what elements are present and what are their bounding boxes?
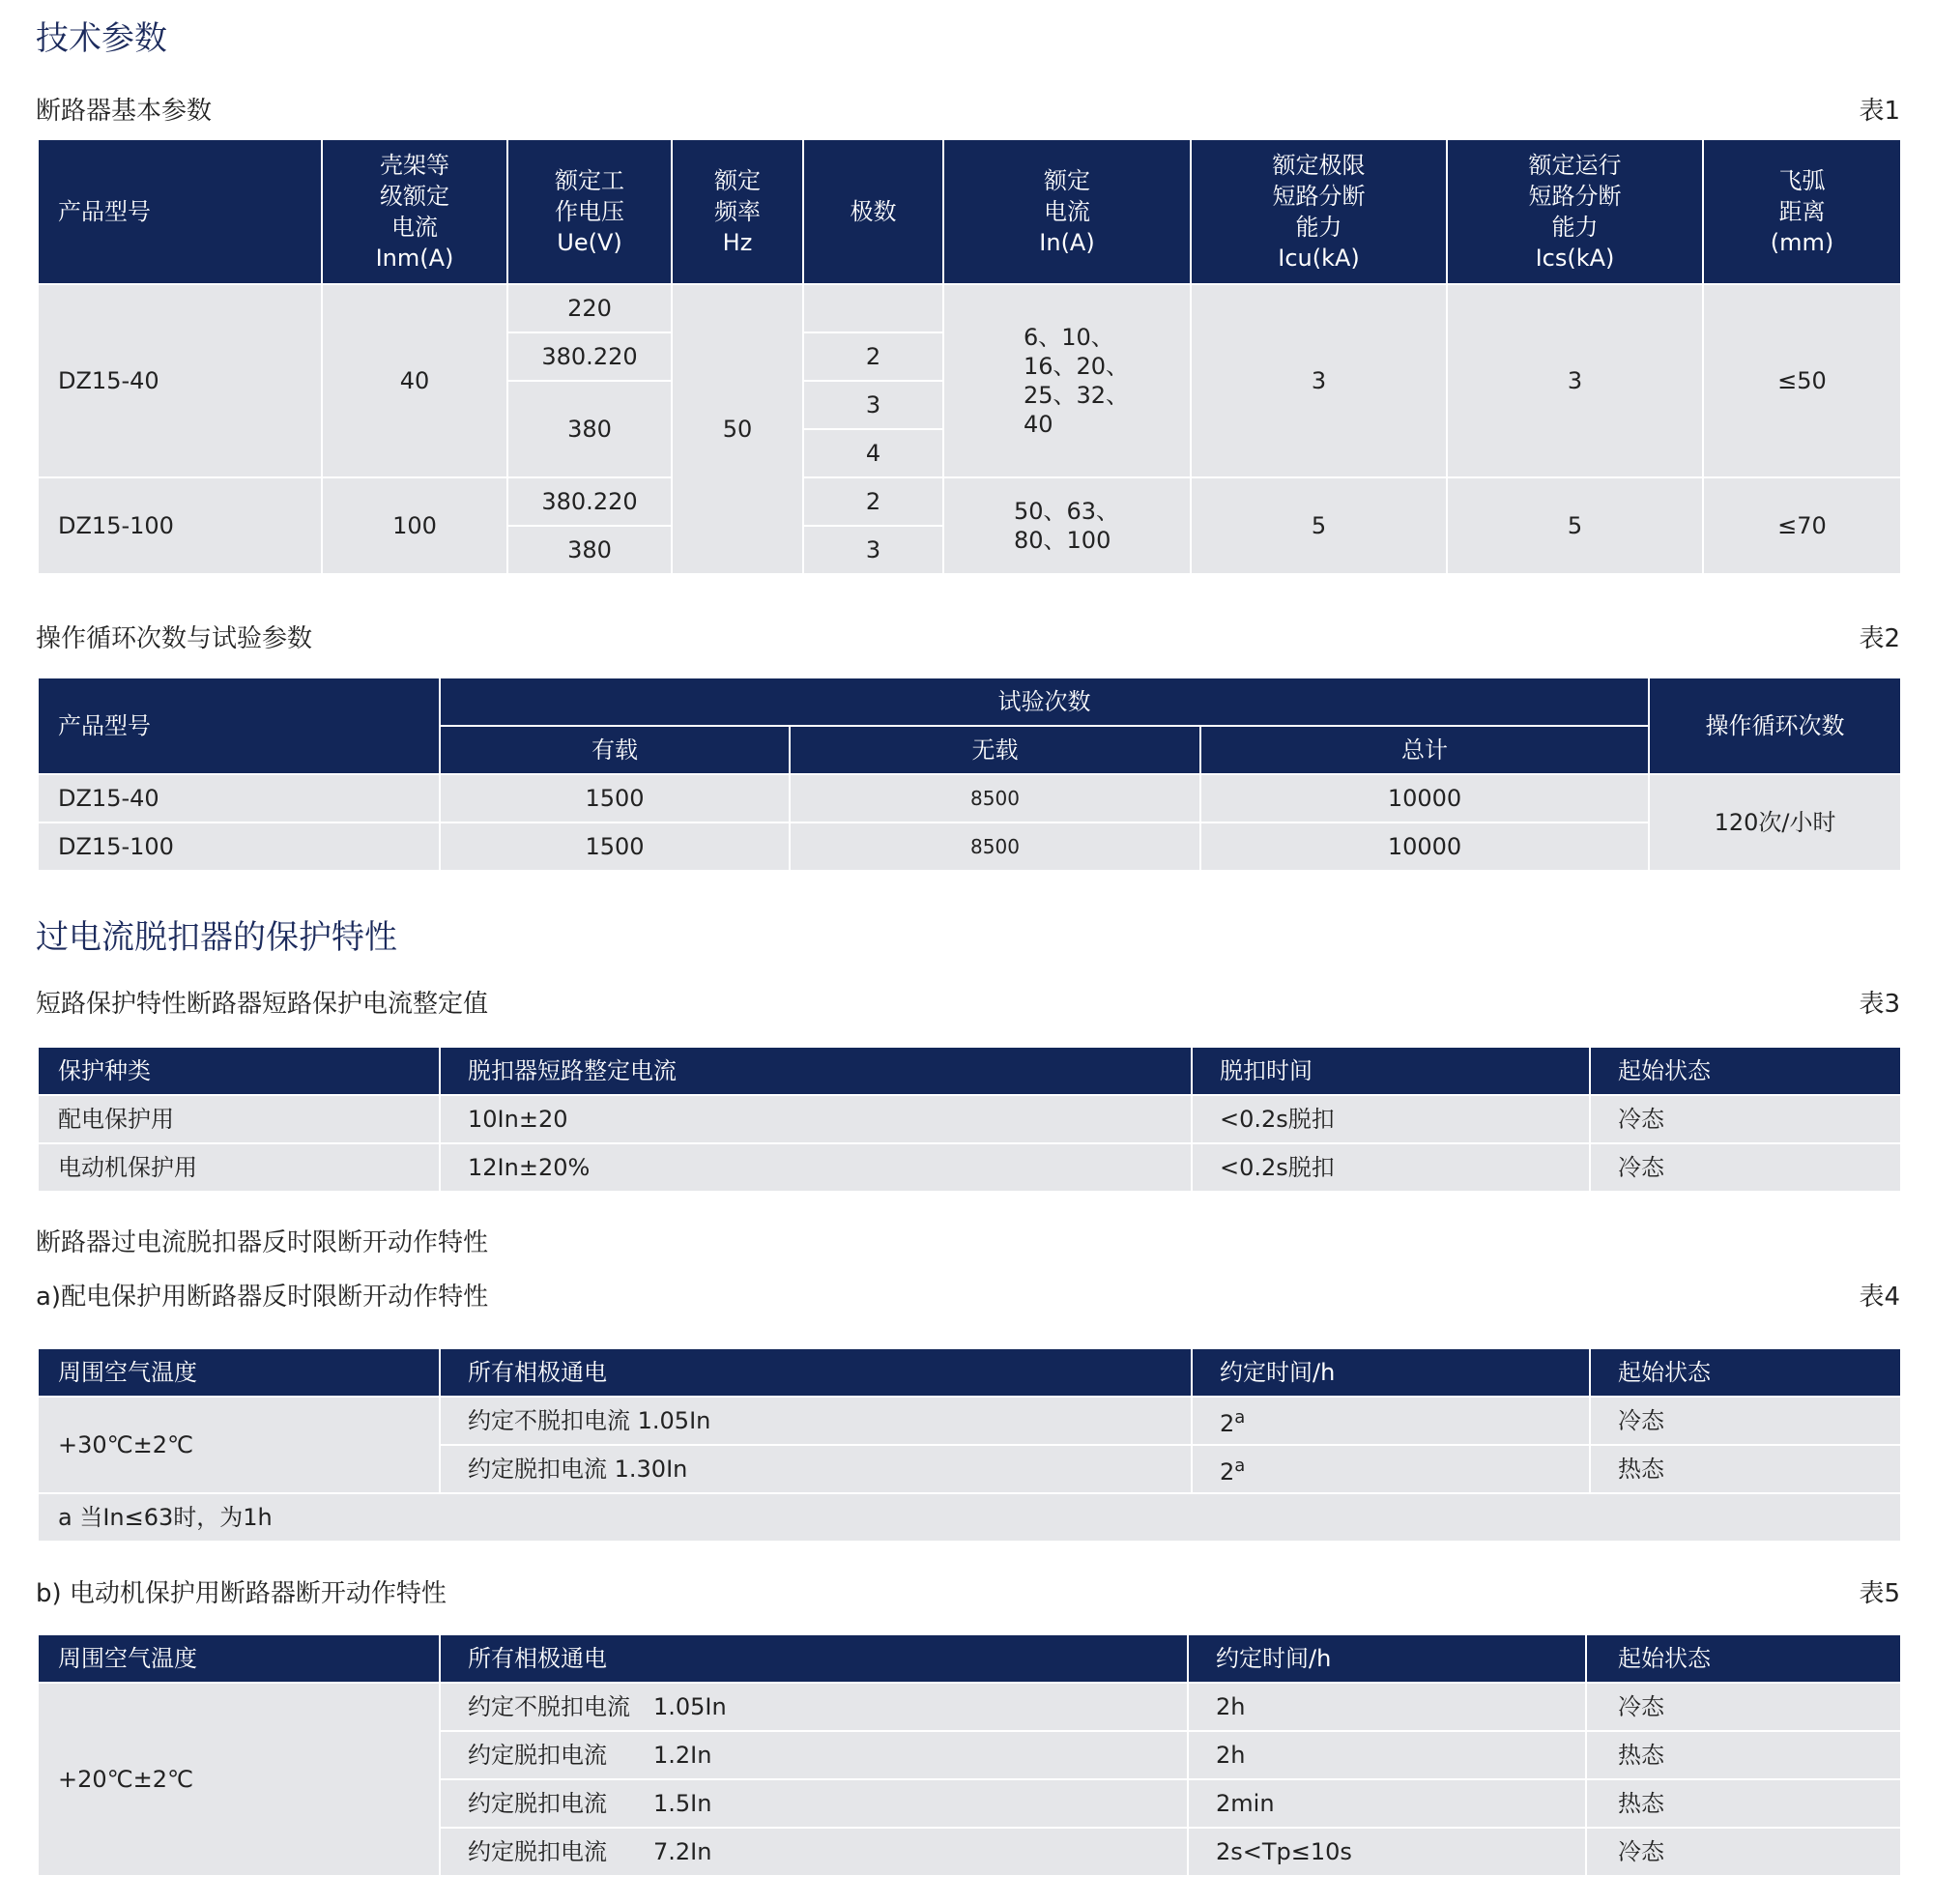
t5-state: 冷态 <box>1586 1828 1901 1876</box>
t1-model-dz40: DZ15-40 <box>38 284 322 477</box>
t4-header-current: 所有相极通电 <box>440 1348 1192 1397</box>
table1-caption-row <box>36 91 1900 126</box>
table5-caption: b) 电动机保护用断路器断开动作特性 <box>36 1578 447 1608</box>
t1-hz: 50 <box>672 284 803 574</box>
t2-loaded: 1500 <box>440 822 790 871</box>
t4-time: 2$^a$ <box>1192 1445 1590 1493</box>
inverse-time-title: 断路器过电流脱扣器反时限断开动作特性 <box>36 1227 489 1257</box>
t1-inm-dz40: 40 <box>322 284 507 477</box>
table1-label: 表1 <box>1859 96 1900 126</box>
t1-header-model: 产品型号 <box>38 139 322 284</box>
t1-poles-dz40-1: 2 <box>803 332 943 381</box>
t1-ue-dz40-0: 220 <box>507 284 672 332</box>
t2-model: DZ15-40 <box>38 774 440 822</box>
t5-time: 2h <box>1188 1731 1586 1779</box>
t4-state: 热态 <box>1590 1445 1901 1493</box>
t2-header-cycles: 操作循环次数 <box>1649 678 1901 774</box>
t1-model-dz100: DZ15-100 <box>38 477 322 574</box>
table3-short-circuit <box>37 1046 1902 1193</box>
t1-header-ue: 额定工 作电压 Ue(V) <box>507 139 672 284</box>
table4-caption: a)配电保护用断路器反时限断开动作特性 <box>36 1282 489 1312</box>
t5-current: 约定脱扣电流 7.2In <box>440 1828 1188 1876</box>
table4-caption-row <box>36 1277 1900 1312</box>
t1-ue-dz100-0: 380.220 <box>507 477 672 526</box>
t4-current: 约定脱扣电流 1.30In <box>440 1445 1192 1493</box>
t3-header-type: 保护种类 <box>38 1047 440 1095</box>
t5-time: 2h <box>1188 1683 1586 1731</box>
t4-header-temp: 周围空气温度 <box>38 1348 440 1397</box>
table3-caption-row <box>36 984 1900 1019</box>
t1-ics-dz40: 3 <box>1447 284 1703 477</box>
section-title-overcurrent: 过电流脱扣器的保护特性 <box>36 918 397 957</box>
table-row <box>38 1143 1901 1192</box>
t2-loaded: 1500 <box>440 774 790 822</box>
t1-poles-dz100-1: 3 <box>803 526 943 574</box>
t3-time: <0.2s脱扣 <box>1192 1095 1590 1143</box>
t1-poles-dz40-3: 4 <box>803 429 943 477</box>
t1-in-dz100: 50、63、 80、100 <box>943 477 1191 574</box>
t4-state: 冷态 <box>1590 1397 1901 1445</box>
t1-ue-dz100-1: 380 <box>507 526 672 574</box>
t4-header-state: 起始状态 <box>1590 1348 1901 1397</box>
t5-state: 冷态 <box>1586 1683 1901 1731</box>
t1-header-ics: 额定运行 短路分断 能力 Ics(kA) <box>1447 139 1703 284</box>
table1-basic-params <box>37 138 1902 575</box>
table3-caption: 短路保护特性断路器短路保护电流整定值 <box>36 989 489 1019</box>
t5-header-state: 起始状态 <box>1586 1634 1901 1683</box>
t2-unloaded: 8500 <box>790 822 1200 871</box>
t1-poles-dz40-0 <box>803 284 943 332</box>
table-row <box>38 1397 1901 1445</box>
t1-icu-dz100: 5 <box>1191 477 1447 574</box>
table2-label: 表2 <box>1859 623 1900 653</box>
table2-caption-row <box>36 619 1900 653</box>
t1-inm-dz100: 100 <box>322 477 507 574</box>
table5-motor-protection <box>37 1633 1902 1877</box>
t3-type: 电动机保护用 <box>38 1143 440 1192</box>
t5-time: 2s<Tp≤10s <box>1188 1828 1586 1876</box>
table4-distribution-inverse <box>37 1347 1902 1543</box>
t4-header-time: 约定时间/h <box>1192 1348 1590 1397</box>
t3-state: 冷态 <box>1590 1095 1901 1143</box>
t1-poles-dz40-2: 3 <box>803 381 943 429</box>
t3-current: 10In±20 <box>440 1095 1192 1143</box>
t2-model: DZ15-100 <box>38 822 440 871</box>
t1-header-inm: 壳架等 级额定 电流 Inm(A) <box>322 139 507 284</box>
t2-header-total: 总计 <box>1200 726 1649 774</box>
t5-temp: +20℃±2℃ <box>38 1683 440 1876</box>
table-row <box>38 822 1901 871</box>
t1-header-in: 额定 电流 In(A) <box>943 139 1191 284</box>
t5-time: 2min <box>1188 1779 1586 1828</box>
t3-time: <0.2s脱扣 <box>1192 1143 1590 1192</box>
t5-state: 热态 <box>1586 1779 1901 1828</box>
t5-current: 约定脱扣电流 1.2In <box>440 1731 1188 1779</box>
t3-header-current: 脱扣器短路整定电流 <box>440 1047 1192 1095</box>
table-row <box>38 1683 1901 1731</box>
table1-caption: 断路器基本参数 <box>36 96 213 126</box>
t1-header-hz: 额定 频率 Hz <box>672 139 803 284</box>
t2-header-loaded: 有载 <box>440 726 790 774</box>
t3-state: 冷态 <box>1590 1143 1901 1192</box>
table2-caption: 操作循环次数与试验参数 <box>36 623 313 653</box>
t5-header-temp: 周围空气温度 <box>38 1634 440 1683</box>
t2-header-unloaded: 无载 <box>790 726 1200 774</box>
t1-poles-dz100-0: 2 <box>803 477 943 526</box>
t3-type: 配电保护用 <box>38 1095 440 1143</box>
t1-header-poles: 极数 <box>803 139 943 284</box>
t1-in-dz40: 6、10、 16、20、 25、32、 40 <box>943 284 1191 477</box>
t1-arc-dz40: ≤50 <box>1703 284 1901 477</box>
table-row <box>38 1095 1901 1143</box>
table3-label: 表3 <box>1859 989 1900 1019</box>
t2-total: 10000 <box>1200 774 1649 822</box>
t4-time: 2$^a$ <box>1192 1397 1590 1445</box>
t2-cycles: 120次/小时 <box>1649 774 1901 871</box>
t3-header-state: 起始状态 <box>1590 1047 1901 1095</box>
t2-unloaded: 8500 <box>790 774 1200 822</box>
t1-ue-dz40-1: 380.220 <box>507 332 672 381</box>
t2-total: 10000 <box>1200 822 1649 871</box>
t1-arc-dz100: ≤70 <box>1703 477 1901 574</box>
t5-current: 约定脱扣电流 1.5In <box>440 1779 1188 1828</box>
table-row <box>38 774 1901 822</box>
t1-ue-dz40-2: 380 <box>507 381 672 477</box>
t4-temp: +30℃±2℃ <box>38 1397 440 1493</box>
t3-header-time: 脱扣时间 <box>1192 1047 1590 1095</box>
t5-header-current: 所有相极通电 <box>440 1634 1188 1683</box>
t1-header-icu: 额定极限 短路分断 能力 Icu(kA) <box>1191 139 1447 284</box>
t4-current: 约定不脱扣电流 1.05In <box>440 1397 1192 1445</box>
table-row <box>38 1493 1901 1542</box>
section-title-tech-params: 技术参数 <box>36 19 167 58</box>
t2-header-tests: 试验次数 <box>440 678 1649 726</box>
table4-label: 表4 <box>1859 1282 1900 1312</box>
t5-state: 热态 <box>1586 1731 1901 1779</box>
table2-operation-cycles <box>37 677 1902 872</box>
t1-ics-dz100: 5 <box>1447 477 1703 574</box>
t4-footnote: a 当In≤63时，为1h <box>38 1493 1901 1542</box>
t5-current: 约定不脱扣电流 1.05In <box>440 1683 1188 1731</box>
inverse-title-row <box>36 1223 1900 1257</box>
t5-header-time: 约定时间/h <box>1188 1634 1586 1683</box>
t1-header-arc: 飞弧 距离 (mm) <box>1703 139 1901 284</box>
table5-label: 表5 <box>1859 1578 1900 1608</box>
t3-current: 12In±20% <box>440 1143 1192 1192</box>
t2-header-model: 产品型号 <box>38 678 440 774</box>
t1-icu-dz40: 3 <box>1191 284 1447 477</box>
table5-caption-row <box>36 1573 1900 1608</box>
